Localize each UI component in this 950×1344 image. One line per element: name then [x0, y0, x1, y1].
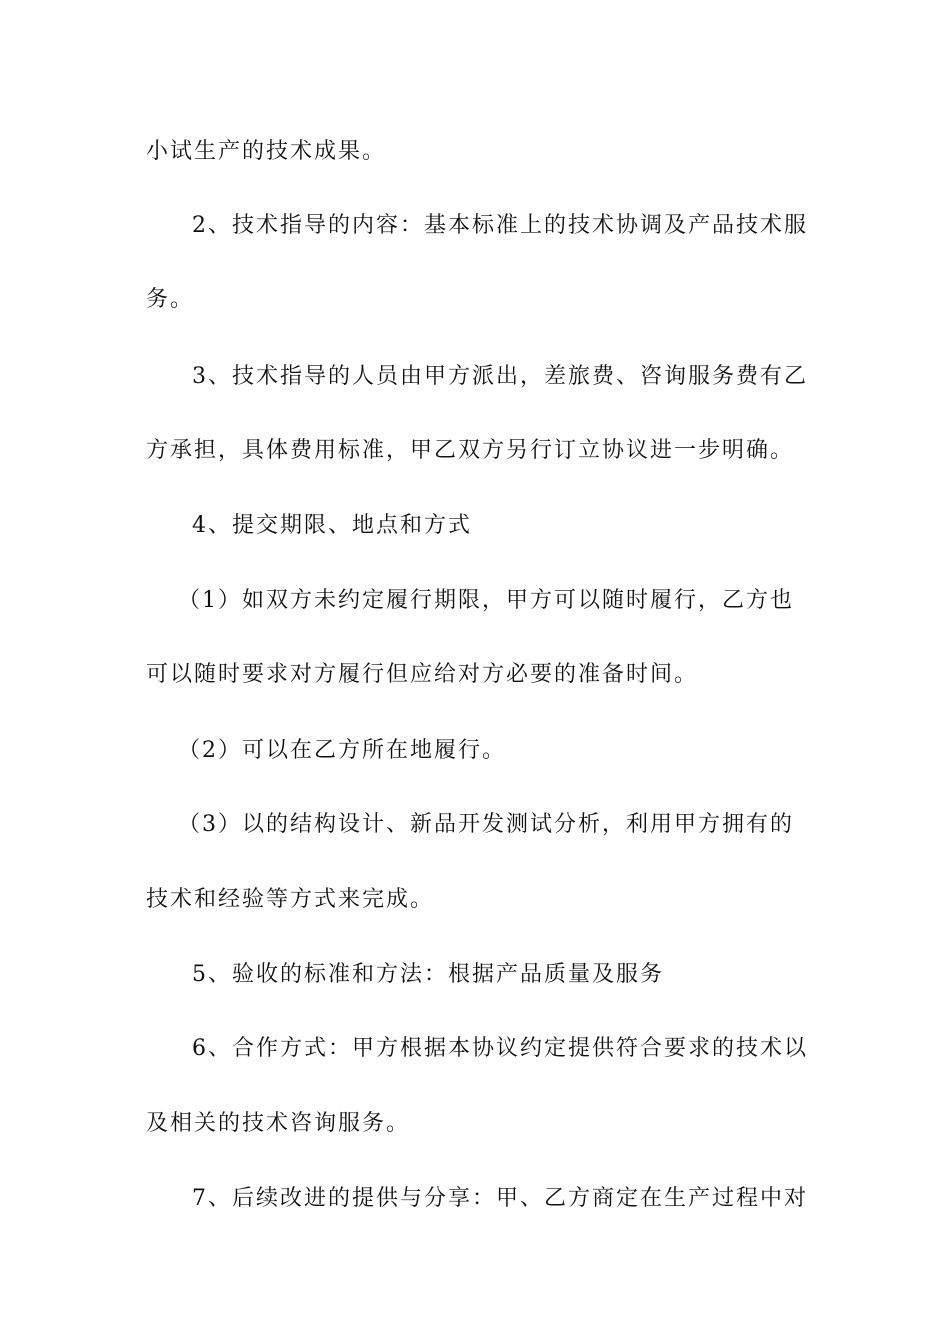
paragraph-line: 6、合作方式：甲方根据本协议约定提供符合要求的技术以	[192, 1036, 808, 1061]
paragraph-line: （1）如双方未约定履行期限，甲方可以随时履行，乙方也	[178, 588, 794, 613]
paragraph-line: 2、技术指导的内容：基本标准上的技术协调及产品技术服	[192, 213, 808, 238]
paragraph-line: 3、技术指导的人员由甲方派出，差旅费、咨询服务费有乙	[192, 364, 808, 389]
paragraph-line: 4、提交期限、地点和方式	[192, 513, 472, 538]
paragraph-line: 可以随时要求对方履行但应给对方必要的准备时间。	[146, 662, 699, 687]
paragraph-line: 7、后续改进的提供与分享：甲、乙方商定在生产过程中对	[192, 1186, 808, 1211]
paragraph-line: （3）以的结构设计、新品开发测试分析，利用甲方拥有的	[178, 812, 794, 837]
paragraph-line: 及相关的技术咨询服务。	[146, 1111, 411, 1136]
paragraph-line: 方承担，具体费用标准，甲乙双方另行订立协议进一步明确。	[146, 438, 795, 463]
paragraph-line: 小试生产的技术成果。	[146, 139, 387, 164]
paragraph-line: （2）可以在乙方所在地履行。	[178, 738, 506, 763]
paragraph-line: 技术和经验等方式来完成。	[146, 887, 435, 912]
paragraph-line: 5、验收的标准和方法：根据产品质量及服务	[192, 962, 664, 987]
paragraph-line: 务。	[146, 287, 195, 312]
